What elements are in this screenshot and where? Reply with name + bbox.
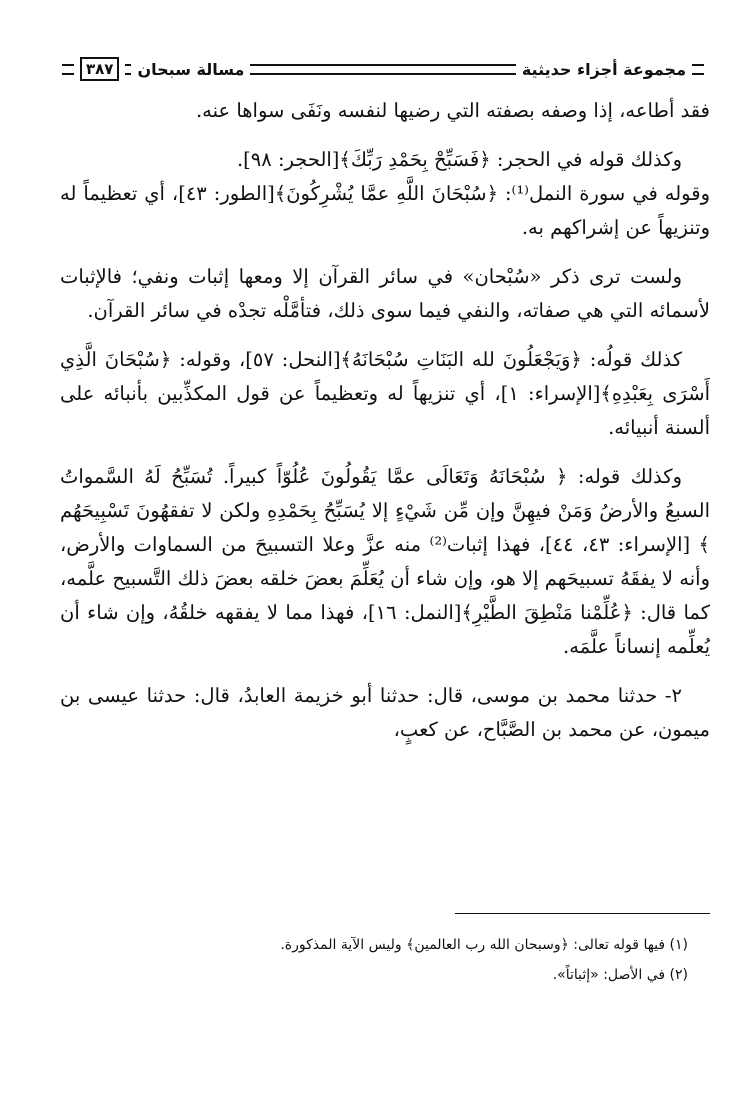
footnote: (١) فيها قوله تعالى: ﴿وسبحان الله رب العالمين﴾ وليس الآية المذكورة. (280, 937, 688, 953)
footnotes (60, 930, 688, 990)
footnote-separator (455, 913, 710, 914)
paragraph: وكذلك قوله: ﴿ سُبْحَانَهُ وَتَعَالَى عمَّا يَقُولُونَ عُلُوّاً كبيراً. تُسَبِّحُ لَهُ السَّمواتُ السبعُ والأرضُ وَمَنْ فيهِنَّ وإن مِّن شَيْءٍ إلا يُسَبِّحُ بِحَمْدِهِ ولكن لا تفقهُونَ تَسْبِيحَهُم ﴾ [الإسراء: ٤٣، ٤٤]، فهذا إثبات⁽²⁾ منه عزَّ وعلا التسبيحَ من السماوات والأرض، وأنه لا يفقَهُ تسبيحَهم إلا هو، وإن شاء أن يُعَلِّمَ بعضَ خلقه بعضَ ذلك التَّسبيح علَّمه، كما قال: ﴿عُلِّمْنا مَنْطِقَ الطَّيْرِ﴾[النمل: ١٦]، فهذا مما لا يفقهه خلقُهُ، وإن شاء أن يُعلِّمه إنساناً علَّمَه. (60, 465, 710, 658)
paragraph: ٢- حدثنا محمد بن موسى، قال: حدثنا أبو خزيمة العابدُ، قال: حدثنا عيسى بن ميمون، عن محمد بن الصَّبَّاح، عن كعبٍ، (60, 684, 710, 741)
header-rule-left (62, 64, 74, 75)
header-rule-middle (250, 64, 515, 75)
paragraph: فقد أطاعه، إذا وصفه بصفته التي رضيها لنفسه ونَفَى سواها عنه. (195, 99, 710, 122)
paragraph: وقوله في سورة النمل⁽¹⁾: ﴿سُبْحَانَ اللَّهِ عمَّا يُشْرِكُونَ﴾[الطور: ٤٣]، أي تعظيماً له وتنزيهاً عن إشراكهم به. (60, 182, 710, 239)
paragraph: وكذلك قوله في الحجر: ﴿فَسَبِّحْ بِحَمْدِ رَبِّكَ﴾[الحجر: ٩٨]. (236, 148, 682, 171)
book-title: مجموعة أجزاء حديثية (521, 59, 686, 79)
footnote: (٢) في الأصل: «إثباتاً». (552, 967, 688, 983)
page-number: ٣٨٧ (80, 57, 119, 81)
running-header (56, 54, 710, 84)
header-rule-before-page (125, 64, 131, 75)
paragraph: كذلك قولُه: ﴿وَيَجْعَلُونَ لله البَنَاتِ سُبْحَانَهُ﴾[النحل: ٥٧]، وقوله: ﴿سُبْحَانَ الَّذِي أَسْرَى بِعَبْدِهِ﴾[الإسراء: ١]، أي تنزيهاً له وتعظيماً عن قول المكذِّبين بأنبائه على ألسنة أنبيائه. (60, 348, 710, 439)
body-text (60, 94, 710, 762)
header-rule-right (692, 64, 704, 75)
paragraph: ولست ترى ذكر «سُبْحان» في سائر القرآن إلا ومعها إثبات ونفي؛ فالإثبات لأسمائه التي هي صفاته، والنفي فيما سوى ذلك، فتأمَّلْه تجدْه في سائر القرآن. (60, 265, 710, 322)
chapter-title: مسالة سبحان (137, 59, 245, 79)
